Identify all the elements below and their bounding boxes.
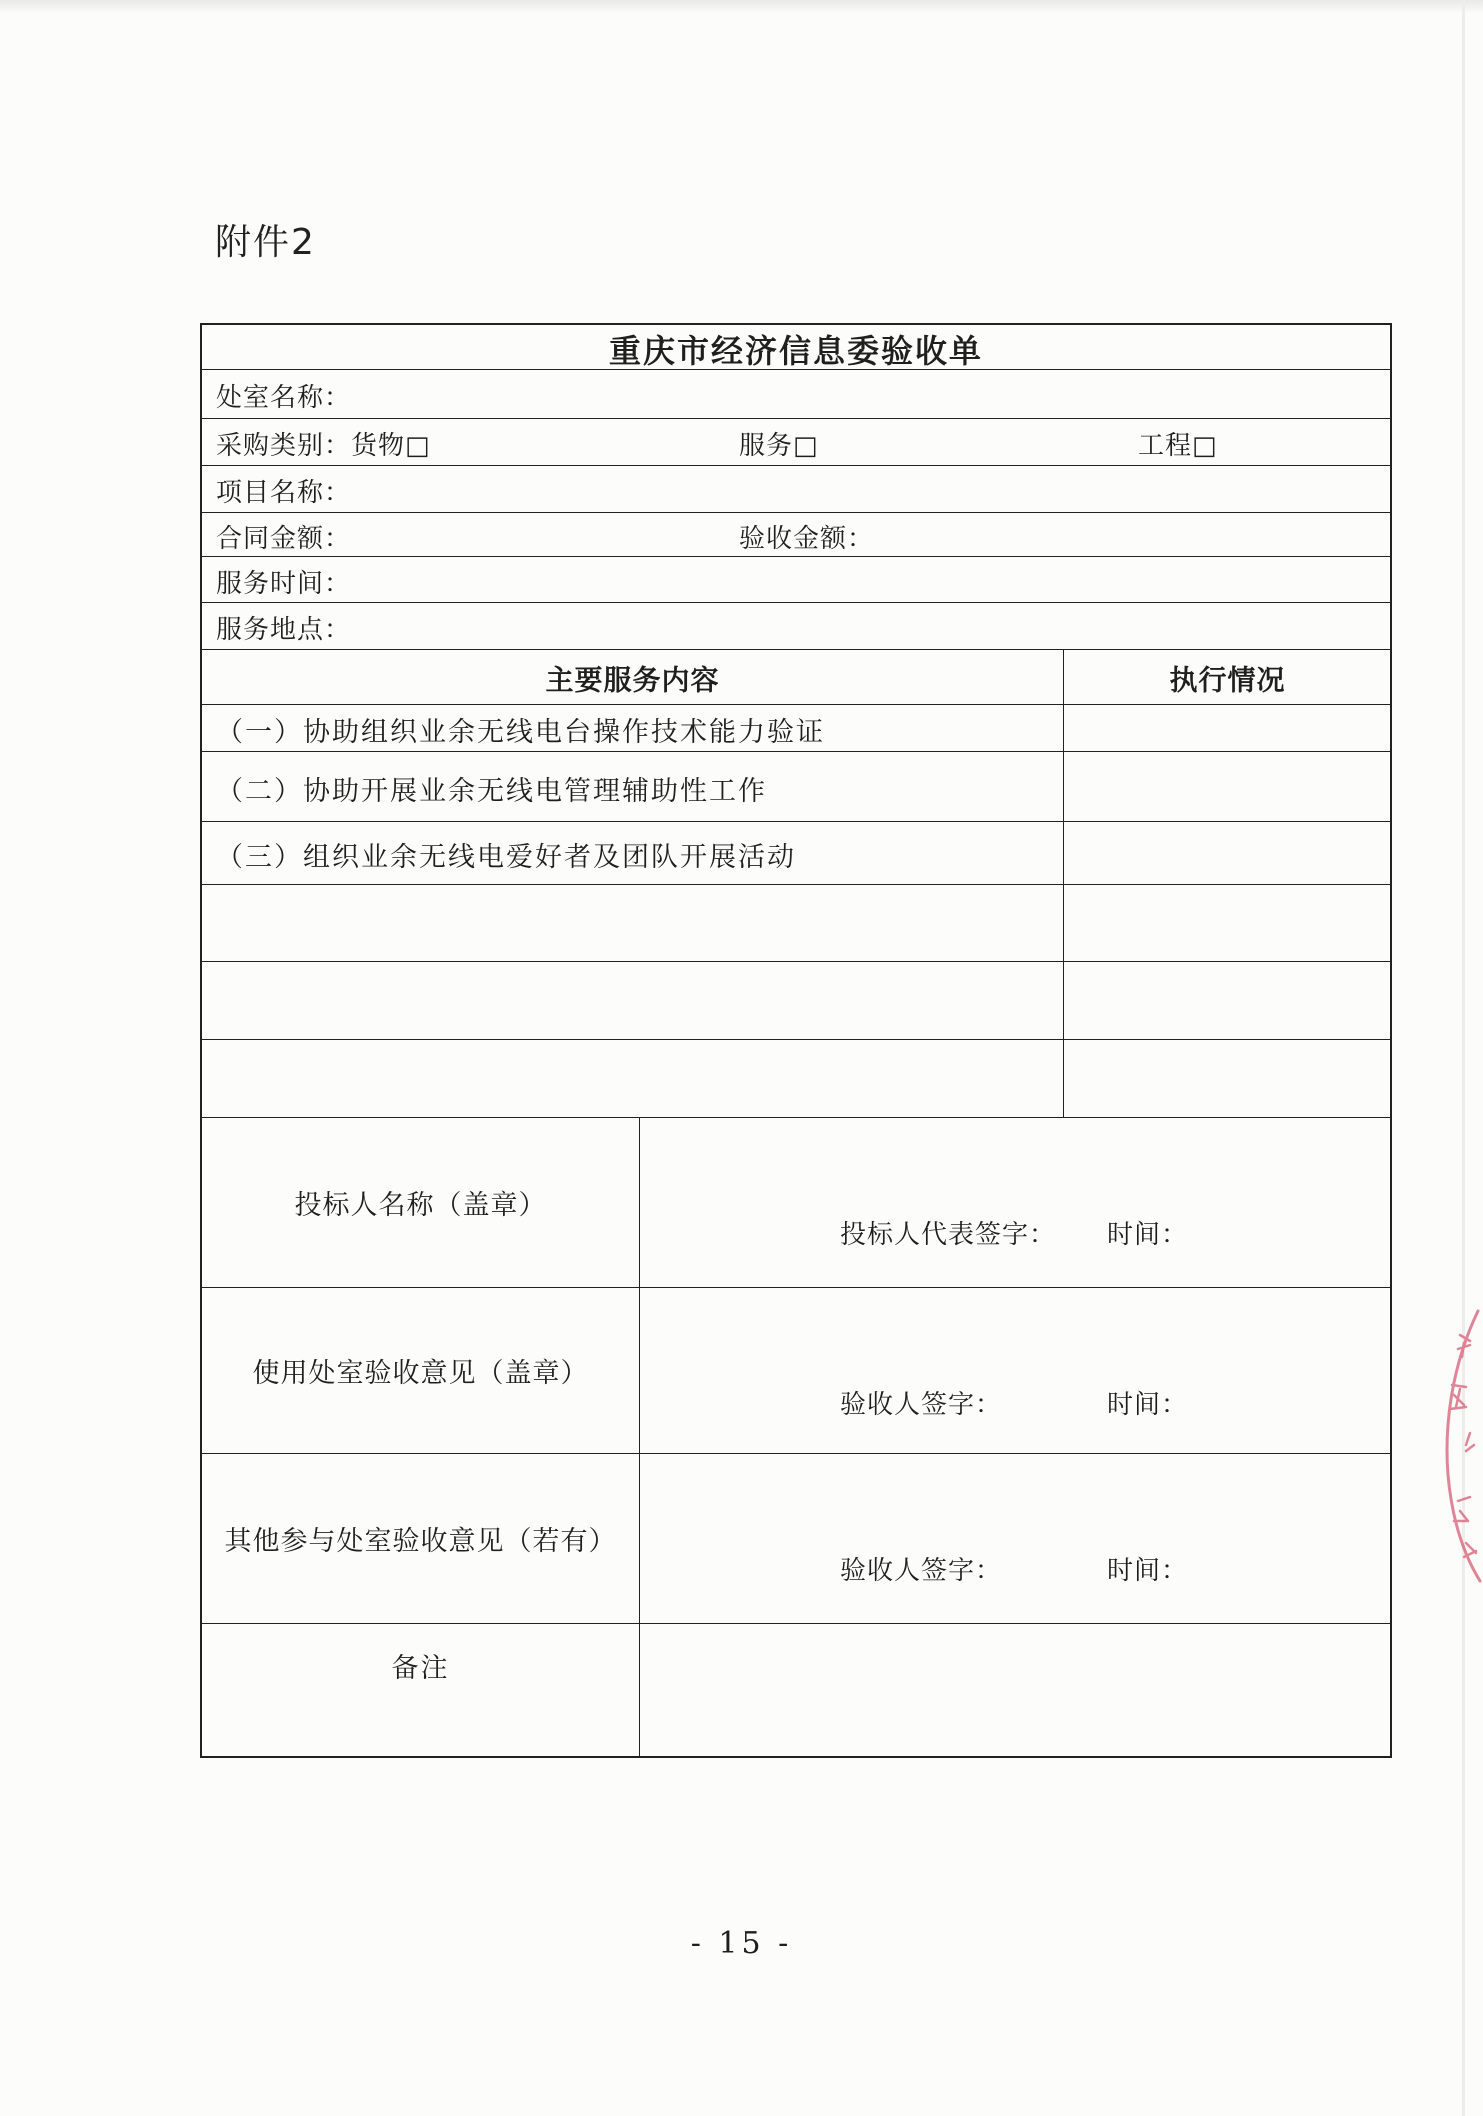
form-title: 重庆市经济信息委验收单 (608, 331, 983, 370)
procurement-category-goods: 采购类别：货物□ (216, 430, 431, 461)
page-number: - 15 - (690, 1926, 793, 1961)
service-item-row (202, 752, 1390, 822)
other-office-acceptance-row (202, 1454, 1390, 1624)
sign-section-label-cell (202, 1288, 639, 1453)
attachment-label: 附件2 (215, 222, 316, 263)
signer-label: 投标人代表签字： (840, 1220, 1057, 1250)
remark-row (202, 1624, 1390, 1756)
scan-edge-right (1462, 0, 1465, 2116)
red-seal-fragment (1430, 1305, 1483, 1585)
procurement-category-service: 服务□ (739, 430, 819, 461)
bidder-sign-row (202, 1118, 1390, 1288)
empty-item-row (202, 1040, 1390, 1118)
signer-label: 验收人签字： (840, 1556, 1003, 1586)
service-item: （一）协助组织业余无线电台操作技术能力验证 (216, 717, 825, 749)
service-time-row (202, 557, 1390, 603)
time-label: 时间： (1107, 1390, 1189, 1420)
sign-section-label: 使用处室验收意见（盖章） (252, 1358, 589, 1389)
content-header: 主要服务内容 (545, 663, 720, 697)
content-header-row (202, 650, 1390, 705)
service-item: （三）组织业余无线电爱好者及团队开展活动 (216, 842, 796, 874)
remark-label: 备注 (391, 1653, 450, 1684)
sign-section-signature-cell (639, 1454, 1390, 1623)
empty-item-row (202, 885, 1390, 962)
service-item-row (202, 705, 1390, 752)
office-name-label: 处室名称： (216, 382, 352, 413)
contract-amount-label: 合同金额： (216, 523, 352, 554)
service-location-row (202, 603, 1390, 650)
time-label: 时间： (1107, 1556, 1189, 1586)
empty-item-row (202, 962, 1390, 1040)
sign-section-label-cell (202, 1454, 639, 1623)
sign-section-label-cell (202, 1118, 639, 1287)
office-acceptance-row (202, 1288, 1390, 1454)
status-header: 执行情况 (1169, 663, 1286, 697)
status-column-divider (1063, 650, 1064, 1118)
service-location-label: 服务地点： (216, 614, 352, 645)
sign-section-label: 投标人名称（盖章） (294, 1190, 547, 1221)
amount-row (202, 513, 1390, 557)
project-name-label: 项目名称： (216, 477, 352, 508)
service-item: （二）协助开展业余无线电管理辅助性工作 (216, 775, 767, 807)
sign-section-signature-cell (639, 1118, 1390, 1287)
procurement-category-engineering: 工程□ (1138, 430, 1218, 461)
time-label: 时间： (1107, 1220, 1189, 1250)
sign-section-label: 其他参与处室验收意见（若有） (224, 1526, 617, 1557)
service-item-row (202, 822, 1390, 885)
procurement-category-row (202, 419, 1390, 466)
service-time-label: 服务时间： (216, 568, 352, 599)
scan-edge-top (0, 0, 1483, 14)
signer-label: 验收人签字： (840, 1390, 1003, 1420)
form-title-row (202, 325, 1390, 370)
project-name-row (202, 466, 1390, 513)
acceptance-amount-label: 验收金额： (739, 523, 875, 554)
acceptance-form-table (200, 323, 1392, 1758)
office-name-row (202, 370, 1390, 419)
sign-column-divider (639, 1118, 640, 1756)
sign-section-signature-cell (639, 1288, 1390, 1453)
